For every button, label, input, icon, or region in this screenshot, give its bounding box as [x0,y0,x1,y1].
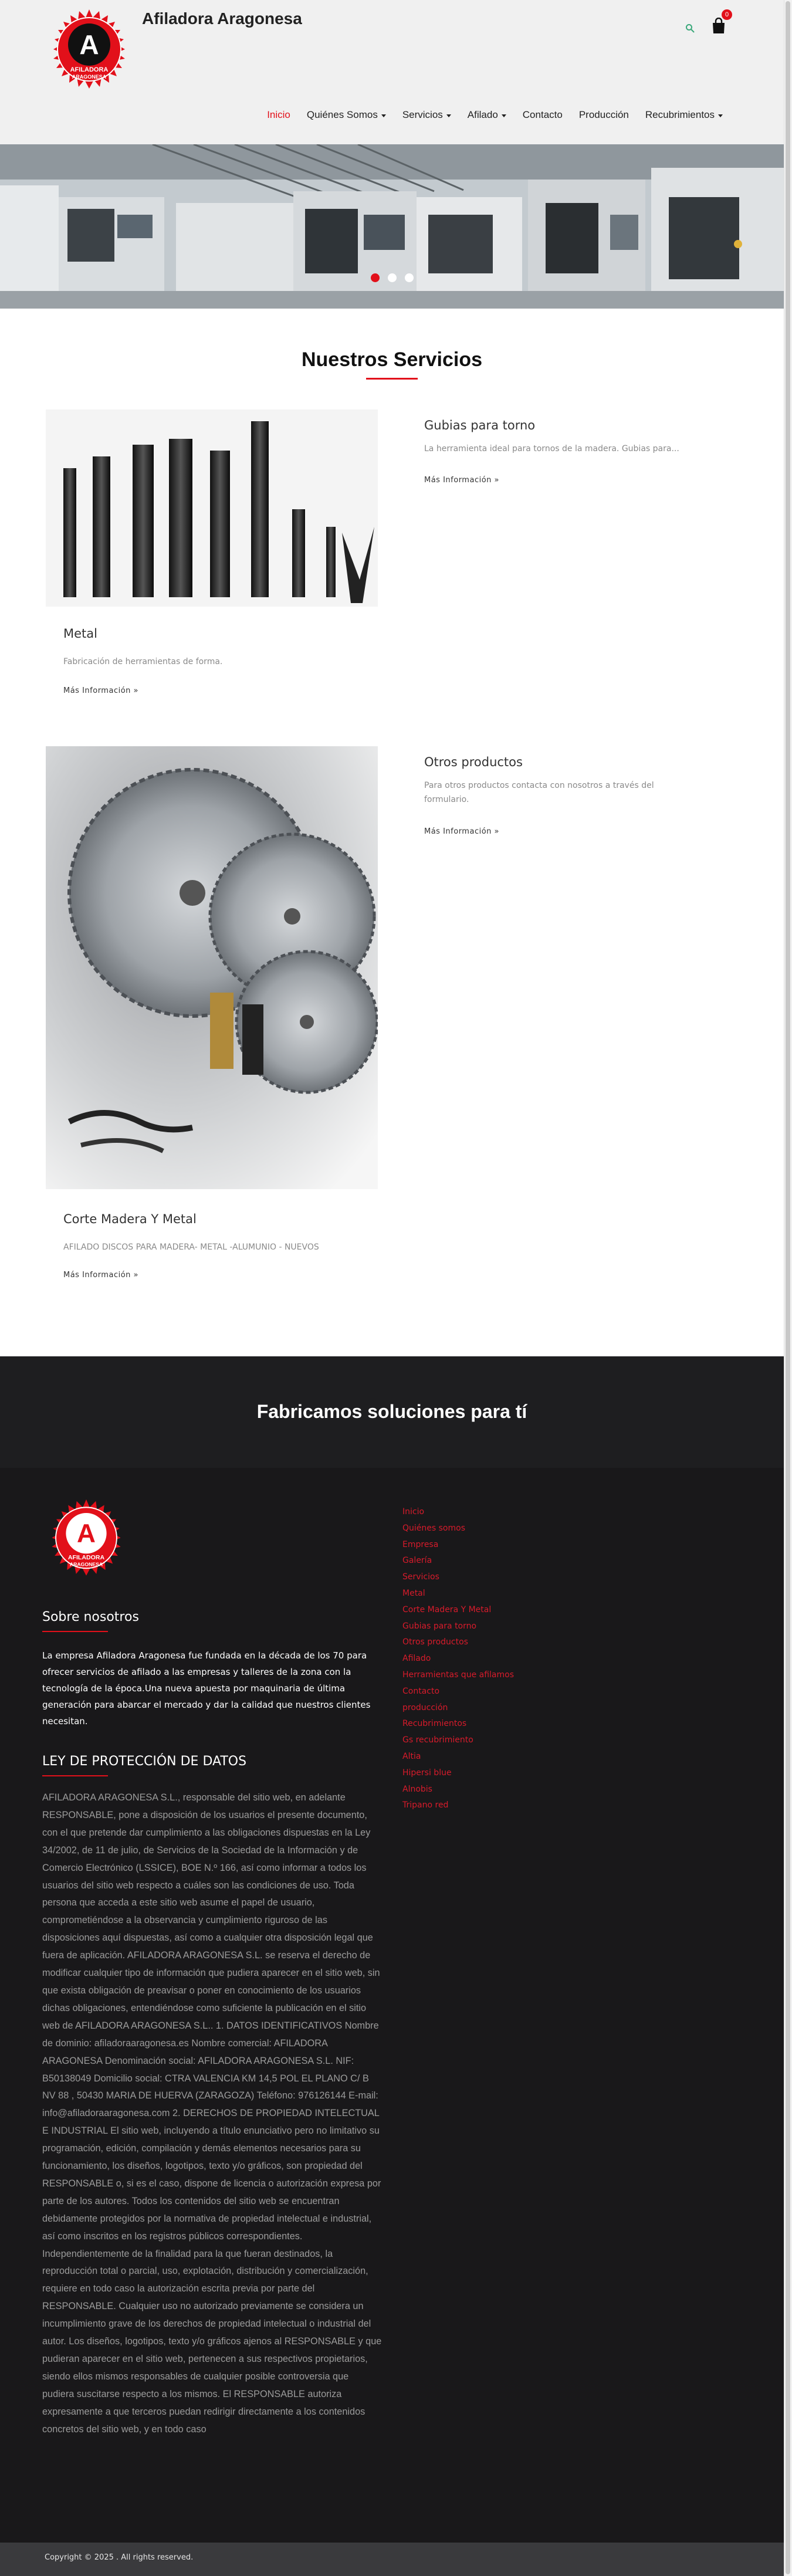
logo-badge-icon [43,8,135,100]
footer-link[interactable]: Empresa [402,1539,439,1549]
footer-link[interactable]: Hipersi blue [402,1768,452,1778]
nav-label: Inicio [267,109,290,120]
about-heading-underline [42,1631,108,1632]
site-header [0,0,784,144]
footer-link[interactable]: producción [402,1702,448,1712]
site-title[interactable]: Afiladora Aragonesa [142,9,302,28]
site-footer [0,1468,784,2543]
end-mills-icon [46,409,378,607]
site-logo[interactable] [43,8,135,100]
service-name-otros[interactable]: Otros productos [424,755,523,769]
footer-link[interactable]: Metal [402,1588,425,1598]
footer-logo-letter: A [77,1519,96,1548]
footer-link[interactable]: Corte Madera Y Metal [402,1605,492,1614]
scrollbar-thumb[interactable] [786,1,790,2574]
hero-slider[interactable] [0,144,784,309]
copyright-text: Copyright © 2025 . All rights reserved. [45,2553,194,2562]
service-name-metal[interactable]: Metal [63,627,97,641]
cart-button[interactable] [711,11,729,35]
footer-link[interactable]: Otros productos [402,1637,468,1647]
service-name-gubias[interactable]: Gubias para torno [424,418,536,432]
logo-letter: A [79,29,99,60]
legal-text: AFILADORA ARAGONESA S.L., responsable del sitio web, en adelante RESPONSABLE, pone a disposición de los usuarios el presente documento, con el que pretende dar cumplimiento a las obligaciones dispuestas en la Ley 34/2002, de 11 de julio, de Servicios de la Sociedad de la Información y de Comercio Electrónico (LSSICE), BOE N.º 166, así como informar a todos los usuarios del sitio web respecto a cuáles son las condiciones de uso. Toda persona que acceda a este sitio web asume el papel de usuario, comprometiéndose a la observancia y cumplimiento riguroso de las disposiciones aquí dispuestas, así como a cualquier otra disposición legal que fuera de aplicación. AFILADORA ARAGONESA S.L. se reserva el derecho de modificar cualquier tipo de información que pudiera aparecer en el sitio web, sin que exista obligación de preavisar o poner en conocimiento de los usuarios dichas obligaciones, entendiéndose como suficiente la publicación en el sitio web de AFILADORA ARAGONESA S.L.. 1. DATOS IDENTIFICATIVOS Nombre de dominio: afiladoraaragonesa.es Nombre comercial: AFILADORA ARAGONESA Denominación social: AFILADORA ARAGONESA S.L. NIF: B50138049 Domicilio social: CTRA VALENCIA KM 14,5 POL EL PLANO C/ B NV 88 , 50430 MARIA DE HUERVA (ZARAGOZA) Teléfono: 976126144 E-mail: info@afiladoraaragonesa.com 2. DERECHOS DE PROPIEDAD INTELECTUAL E INDUSTRIAL El sitio web, incluyendo a título enunciativo pero no limitativo su programación, edición, compilación y demás elementos necesarios para su funcionamiento, los diseños, logotipos, texto y/o gráficos, son propiedad del RESPONSABLE o, si es el caso, dispone de licencia o autorización expresa por parte de los autores. Todos los contenidos del sitio web se encuentran debidamente protegidos por la normativa de propiedad intelectual e industrial, así como inscritos en los registros públicos correspondientes. Independientemente de la finalidad para la que fueran destinados, la reproducción total o parcial, uso, explotación, distribución y comercialización, requiere en todo caso la autorización escrita previa por parte del RESPONSABLE. Cualquier uso no autorizado previamente se considera un incumplimiento grave de los derechos de propiedad intelectual o industrial del autor. Los diseños, logotipos, texto y/o gráficos ajenos al RESPONSABLE y que pudieran aparecer en el sitio web, pertenecen a sus respectivos propietarios, siendo ellos mismos responsables de cualquier posible controversia que pudiera suscitarse respecto a los mismos. El RESPONSABLE autoriza expresamente a que terceros puedan redirigir directamente a los contenidos concretos del sitio web, y en todo caso [42,1792,382,2435]
logo-text-top: AFILADORA [70,66,109,73]
footer-logo-text-top: AFILADORA [67,1553,105,1561]
more-info-metal-link[interactable]: Más Información » [63,686,138,695]
footer-link[interactable]: Afilado [402,1654,431,1664]
logo-badge-icon [42,1498,130,1586]
footer-logo-text-bottom: ARAGONESA [69,1561,103,1568]
footer-link[interactable]: Tripano red [402,1800,449,1810]
nav-item-quienes-somos[interactable] [299,109,394,121]
chevron-down-icon [502,114,506,117]
nav-label: Producción [578,109,629,120]
nav-item-recubrimientos[interactable] [637,109,731,121]
nav-label: Servicios [402,109,443,120]
slider-dot-3[interactable] [405,273,414,282]
footer-link[interactable]: Altia [402,1751,421,1761]
metal-tools-image[interactable] [46,409,378,607]
cart-count-badge: 0 [722,9,732,20]
page-scrollbar[interactable] [784,0,792,2576]
footer-link[interactable]: Galería [402,1556,432,1566]
footer-link[interactable]: Gs recubrimiento [402,1735,473,1745]
service-desc-corte: AFILADO DISCOS PARA MADERA- METAL -ALUMUNIO - NUEVOS [63,1243,319,1252]
services-title: Nuestros Servicios [301,348,483,371]
service-desc-metal: Fabricación de herramientas de forma. [63,657,223,666]
saw-blades-image[interactable] [46,746,378,1189]
footer-link[interactable]: Gubias para torno [402,1621,477,1631]
logo-text-bottom: ARAGONESA [72,74,107,80]
chevron-down-icon [381,114,386,117]
nav-item-afilado[interactable] [459,109,515,121]
search-icon[interactable] [685,23,695,33]
saw-blade-icon [46,746,378,1189]
nav-label: Quiénes Somos [306,109,378,120]
footer-link[interactable]: Alnobis [402,1784,432,1794]
nav-item-produccion[interactable] [571,109,637,121]
footer-link[interactable]: Contacto [402,1686,440,1696]
chevron-down-icon [446,114,451,117]
about-text: La empresa Afiladora Aragonesa fue fundada en la década de los 70 para ofrecer servicios de afilado a las empresas y talleres de la zona con la tecnología de la época.Una nueva apuesta por maquinaria de última generación para abarcar el mercado y dar la calidad que nuestros clientes necesitan. [42,1650,371,1727]
more-info-otros-link[interactable]: Más Información » [424,827,499,836]
main-nav [259,109,731,121]
footer-link[interactable]: Herramientas que afilamos [402,1670,514,1680]
about-heading: Sobre nosotros [42,1610,139,1624]
slider-dot-1[interactable] [371,273,380,282]
slogan-text: Fabricamos soluciones para tí [256,1401,527,1422]
more-info-gubias-link[interactable]: Más Información » [424,476,499,485]
title-underline [366,378,418,380]
footer-link[interactable]: Quiénes somos [402,1523,465,1533]
legal-heading: LEY DE PROTECCIÓN DE DATOS [42,1754,247,1769]
service-desc-gubias: La herramienta ideal para tornos de la madera. Gubias para... [424,444,679,453]
slider-dot-2[interactable] [388,273,397,282]
nav-item-inicio[interactable] [259,109,299,121]
slider-dots [0,273,784,282]
chevron-down-icon [718,114,723,117]
footer-links [402,1504,578,1814]
footer-link[interactable]: Inicio [402,1507,425,1517]
factory-machines-image [0,144,784,309]
nav-label: Contacto [522,109,563,120]
copyright-bar [0,2543,784,2576]
nav-label: Afilado [467,109,498,120]
footer-link[interactable]: Servicios [402,1572,439,1582]
service-name-corte[interactable]: Corte Madera Y Metal [63,1212,197,1226]
shopping-bag-icon [711,18,726,34]
nav-item-servicios[interactable] [394,109,459,121]
legal-heading-underline [42,1775,108,1776]
more-info-corte-link[interactable]: Más Información » [63,1271,138,1279]
footer-link[interactable]: Recubrimientos [402,1719,467,1729]
nav-item-contacto[interactable] [515,109,571,121]
service-desc-otros: Para otros productos contacta con nosotros a través del formulario. [424,781,654,804]
footer-logo[interactable] [42,1498,130,1586]
slogan-banner [0,1356,784,1468]
nav-label: Recubrimientos [645,109,715,120]
